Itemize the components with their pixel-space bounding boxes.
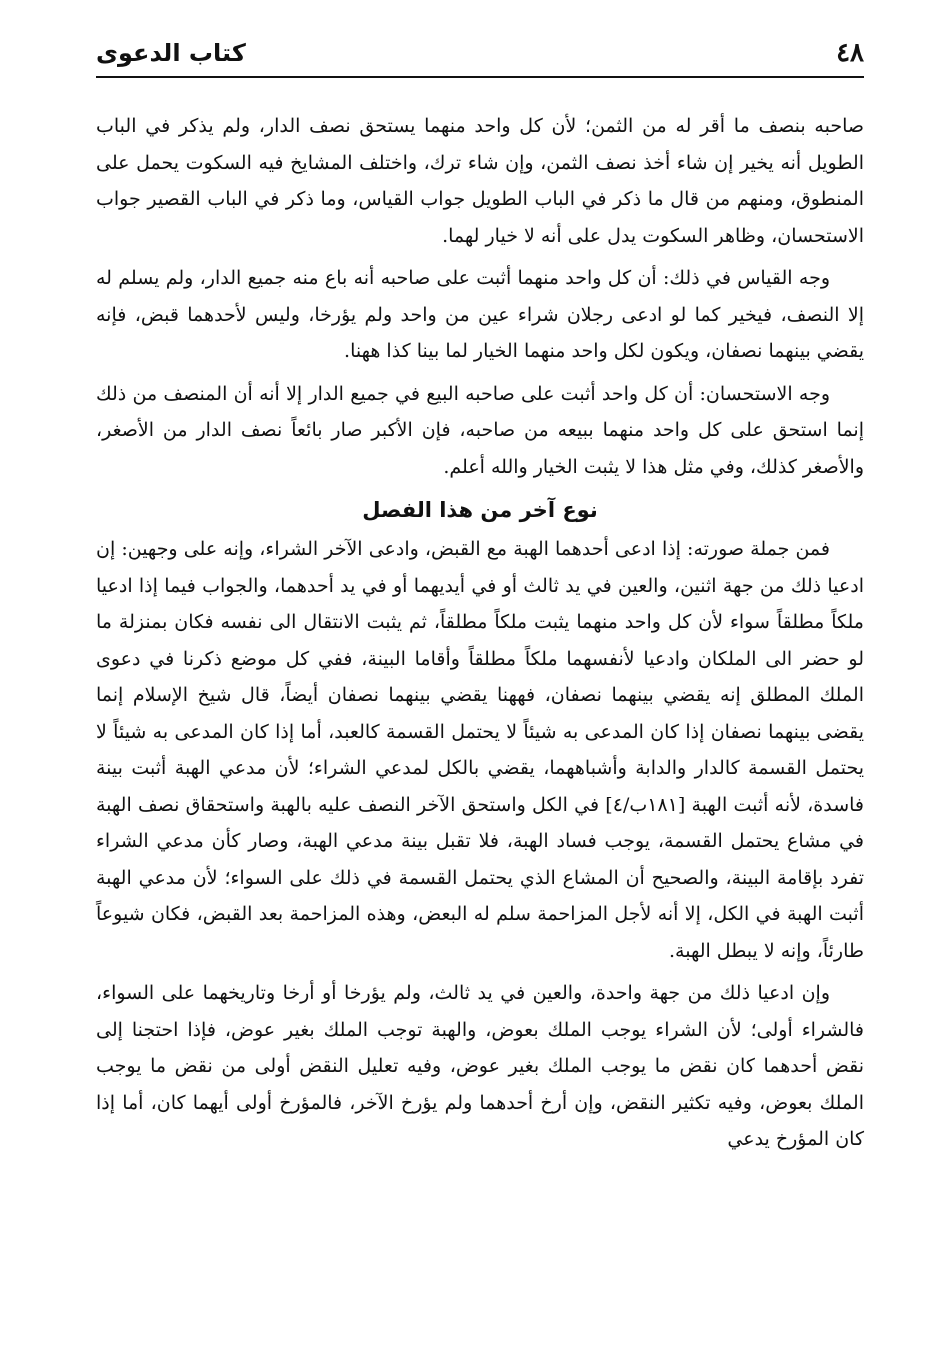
- page-header: [96, 28, 864, 78]
- running-title: كتاب الدعوى: [96, 39, 246, 67]
- paragraph: وإن ادعيا ذلك من جهة واحدة، والعين في يد ثالث، ولم يؤرخا أو أرخا وتاريخهما على السواء، فالشراء أولى؛ لأن الشراء يوجب الملك بعوض، والهبة توجب الملك بغير عوض، فإذا احتجنا إلى نقض أحدهما كان نقض ما يوجب الملك بغير عوض، وفيه تعليل النقض أولى من نقض ما يوجب الملك بعوض، وفيه تكثير النقض، وإن أرخ أحدهما ولم يؤرخ الآخر، فالمؤرخ أولى أيهما كان، أما إذا كان المؤرخ يدعي: [96, 982, 864, 1150]
- paragraph: فمن جملة صورته: إذا ادعى أحدهما الهبة مع القبض، وادعى الآخر الشراء، وإنه على وجهين: إن ادعيا ذلك من جهة اثنين، والعين في يد ثالث أو في أيديهما أو في يد أحدهما، والجواب فيما إذا ادعيا ملكاً مطلقاً سواء لأن كل واحد منهما يثبت ملكاً مطلقاً، ثم يثبت الانتقال الى نفسه فكان بمنزلة ما لو حضر الى الملكان وادعيا لأنفسهما ملكاً مطلقاً وأقاما البينة، ففي كل موضع ذكرنا في دعوى الملك المطلق إنه يقضي بينهما نصفان، فههنا يقضي بينهما نصفان أيضاً، قال شيخ الإسلام إنما يقضى بينهما نصفان إذا كان المدعى به شيئاً لا يحتمل القسمة كالعبد، أما إذا كان المدعى به شيئاً لا يحتمل القسمة كالدار والدابة وأشباههما، يقضي بالكل لمدعي الشراء؛ لأن مدعي الهبة أثبت بينة فاسدة، لأنه أثبت الهبة [١٨١ب/٤] في الكل واستحق الآخر النصف عليه بالهبة واستحقاق نصف الهبة في مشاع يحتمل القسمة، يوجب فساد الهبة، فلا تقبل بينة مدعي الهبة، وصار كأن مدعي الشراء تفرد بإقامة البينة، والصحيح أن المشاع الذي يحتمل القسمة في ذلك على السواء؛ لأن مدعي الهبة أثبت الهبة في الكل، إلا أنه لأجل المزاحمة سلم له البعض، وهذه المزاحمة بعد القبض، فكان شيوعاً طارئاً، وإنه لا يبطل الهبة.: [96, 538, 865, 962]
- paragraph: صاحبه بنصف ما أقر له من الثمن؛ لأن كل واحد منهما يستحق نصف الدار، ولم يذكر في الباب الطويل أنه يخير إن شاء أخذ نصف الثمن، وإن شاء ترك، واختلف المشايخ فيه السكوت يحمل على المنطوق، ومنهم من قال ما ذكر في الباب الطويل جواب القياس، وما ذكر في الباب القصير جواب الاستحسان، وظاهر السكوت يدل على أنه لا خيار لهما.: [96, 115, 864, 247]
- book-page: [96, 28, 864, 1345]
- header-rule: [96, 76, 864, 78]
- paragraph: وجه القياس في ذلك: أن كل واحد منهما أثبت على صاحبه أنه باع منه جميع الدار، ولم يسلم له إلا النصف، فيخير كما لو ادعى رجلان شراء عين من واحد ولم يؤرخا، وليس لأحدهما قبض، فإنه يقضي بينهما نصفان، ويكون لكل واحد منهما الخيار لما بينا كذا ههنا.: [96, 267, 864, 362]
- page-number: ٤٨: [836, 38, 864, 68]
- body-text: [96, 108, 864, 1158]
- paragraph: وجه الاستحسان: أن كل واحد أثبت على صاحبه البيع في جميع الدار إلا أنه أن المنصف من ذلك إنما استحق على كل واحد منهما ببيعه من صاحبه، فإن الأكبر صار بائعاً نصف الدار من الأصغر، والأصغر كذلك، وفي مثل هذا لا يثبت الخيار والله أعلم.: [96, 382, 864, 478]
- section-heading: نوع آخر من هذا الفصل: [362, 498, 598, 522]
